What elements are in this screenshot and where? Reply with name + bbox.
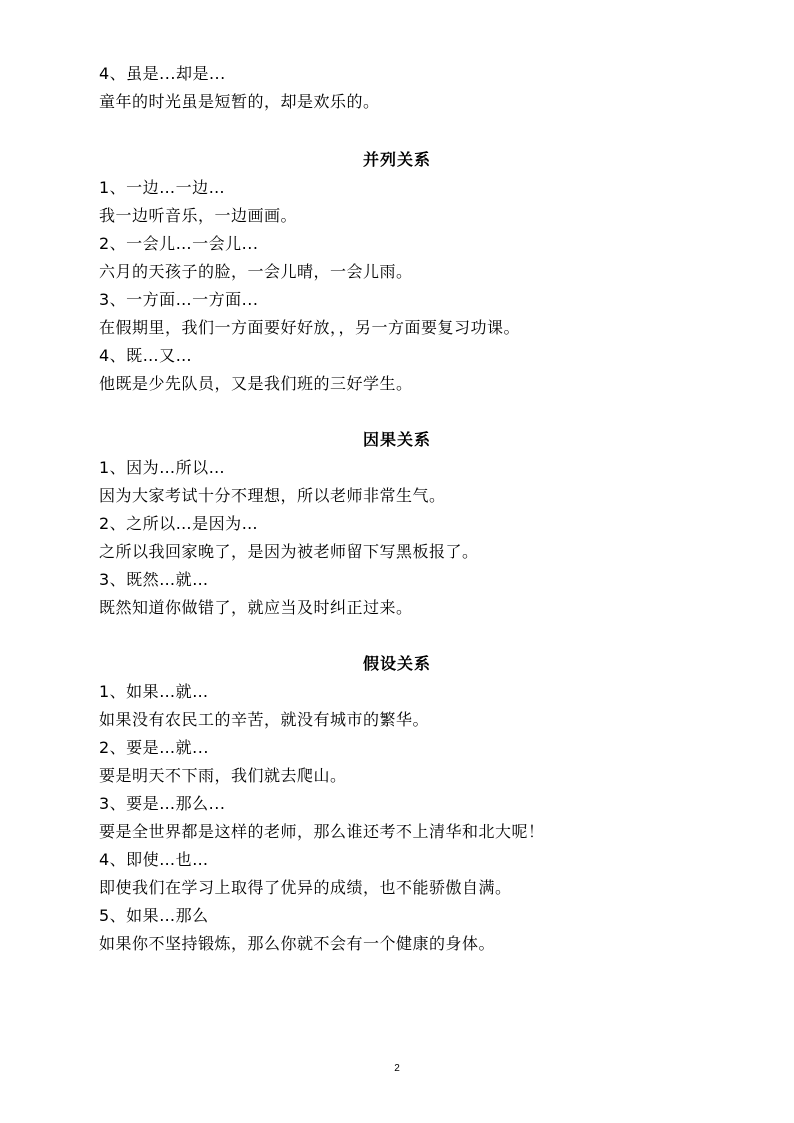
example-sentence: 如果没有农民工的辛苦，就没有城市的繁华。	[99, 710, 430, 729]
example-sentence: 要是明天不下雨，我们就去爬山。	[99, 766, 347, 785]
pattern-line: 3、要是…那么...	[99, 794, 226, 813]
pattern-line: 3、一方面…一方面...	[99, 290, 259, 309]
pattern-line: 5、如果…那么	[99, 906, 209, 925]
example-sentence: 既然知道你做错了，就应当及时纠正过来。	[99, 598, 413, 617]
page-number: 2	[394, 1063, 400, 1074]
example-sentence: 之所以我回家晚了，是因为被老师留下写黑板报了。	[99, 542, 479, 561]
pattern-line: 1、因为…所以…	[99, 458, 226, 477]
example-sentence: 六月的天孩子的脸，一会儿晴，一会儿雨。	[99, 262, 413, 281]
example-sentence: 他既是少先队员，又是我们班的三好学生。	[99, 374, 413, 393]
section-heading: 并列关系	[362, 150, 431, 169]
pattern-line: 2、要是…就...	[99, 738, 209, 757]
pattern-line: 2、之所以…是因为…	[99, 514, 259, 533]
pattern-line: 4、即使…也…	[99, 850, 209, 869]
example-sentence: 在假期里，我们一方面要好好放，，另一方面要复习功课。	[99, 318, 521, 337]
pattern-line: 1、一边…一边…	[99, 178, 226, 197]
example-sentence: 即使我们在学习上取得了优异的成绩，也不能骄傲自满。	[99, 878, 512, 897]
section-heading: 假设关系	[362, 654, 431, 673]
pattern-line: 1、如果…就…	[99, 682, 209, 701]
example-sentence: 我一边听音乐，一边画画。	[99, 206, 298, 225]
pattern-line: 4、虽是...却是...	[99, 64, 226, 83]
pattern-line: 4、既…又…	[99, 346, 193, 365]
example-sentence: 因为大家考试十分不理想，所以老师非常生气。	[99, 486, 446, 505]
pattern-line: 2、一会儿…一会儿...	[99, 234, 259, 253]
section-heading: 因果关系	[362, 430, 431, 449]
example-sentence: 要是全世界都是这样的老师，那么谁还考不上清华和北大呢！	[99, 822, 545, 841]
pattern-line: 3、既然…就…	[99, 570, 209, 589]
example-sentence: 童年的时光虽是短暂的，却是欢乐的。	[99, 92, 380, 111]
example-sentence: 如果你不坚持锻炼，那么你就不会有一个健康的身体。	[99, 934, 496, 953]
